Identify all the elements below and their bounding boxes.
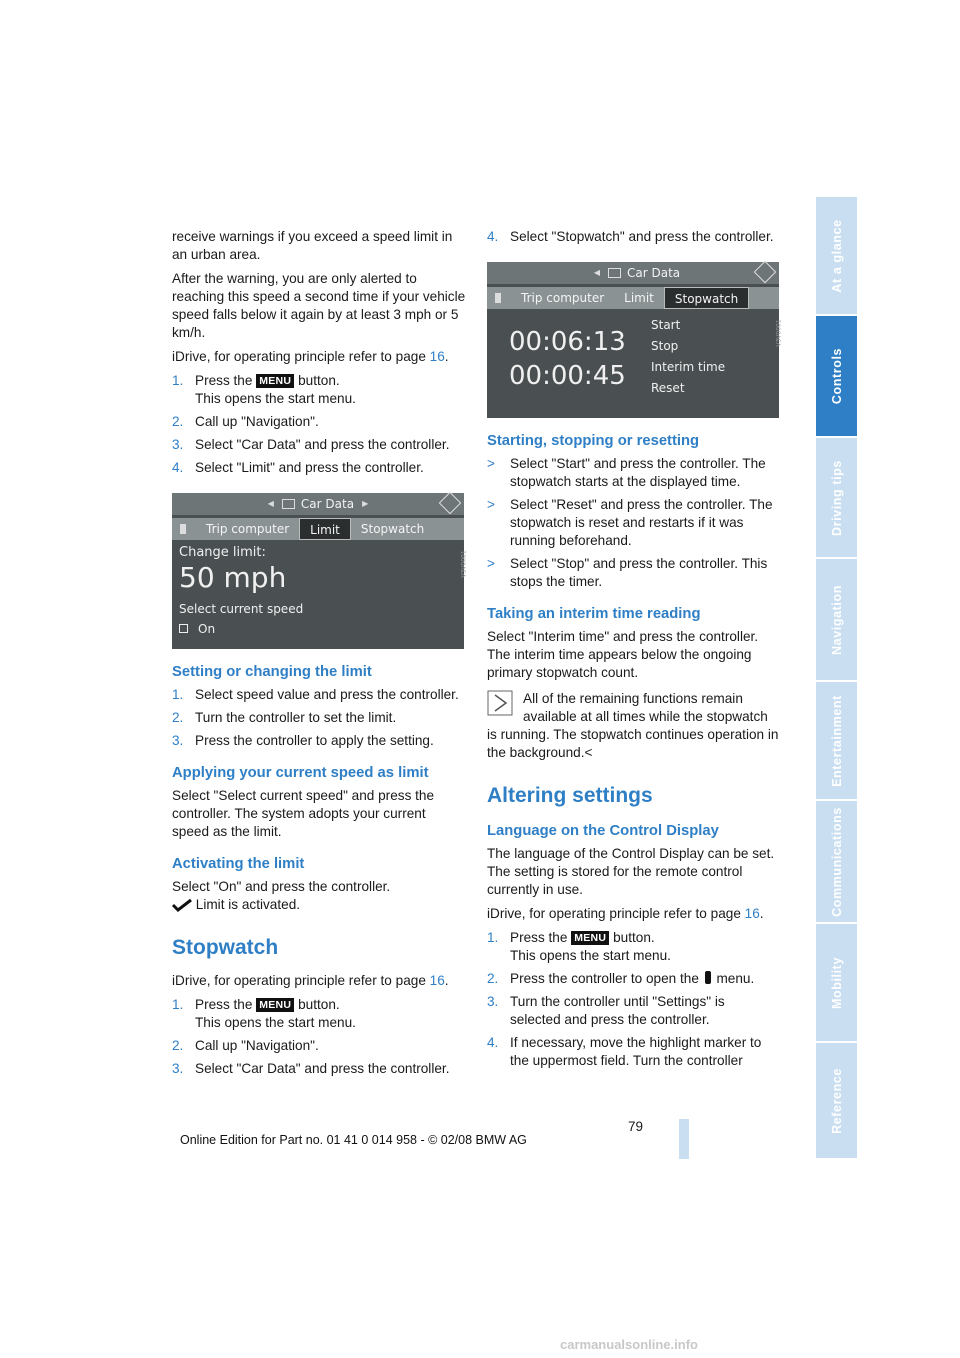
heading-interim-time: Taking an interim time reading <box>487 606 701 622</box>
paragraph: receive warnings if you exceed a speed limit in an urban area. <box>172 229 453 262</box>
controller-icon <box>754 261 777 284</box>
menu-stop: Stop <box>651 339 679 353</box>
page-number: 79 <box>628 1119 644 1134</box>
display-icon <box>608 268 621 278</box>
step-item: 3. Turn the controller until "Settings" is selected and press the controller. <box>487 994 725 1027</box>
arrow-left-icon: ◀ <box>593 268 600 277</box>
step-item: 1. Press the MENU button. This opens the start menu. <box>172 373 356 406</box>
bullet-item: > Select "Start" and press the controller. The stopwatch starts at the displayed time. <box>487 456 766 489</box>
footer-text: Online Edition for Part no. 01 41 0 014 958 - © 02/08 BMW AG <box>180 1133 527 1147</box>
step-item: 1. Press the MENU button. This opens the start menu. <box>487 930 671 963</box>
step-item: 2. Call up "Navigation". <box>172 414 319 429</box>
note: All of the remaining functions remain available at all times while the stopwatch is running. The stopwatch continues operation in the background.< <box>487 691 779 760</box>
back-icon <box>495 293 501 303</box>
step-item: 1. Press the MENU button. This opens the start menu. <box>172 997 356 1030</box>
back-icon <box>180 524 186 534</box>
tab-trip-computer: Trip computer <box>521 291 605 305</box>
sidetab-entertainment[interactable]: Entertainment <box>816 682 857 801</box>
change-limit-label: Change limit: <box>179 545 266 560</box>
heading-activate-limit: Activating the limit <box>172 856 305 872</box>
right-column <box>487 228 783 1075</box>
tab-stopwatch: Stopwatch <box>664 287 749 309</box>
heading-stopwatch: Stopwatch <box>172 936 279 959</box>
sidetab-navigation[interactable]: Navigation <box>816 559 857 682</box>
paragraph: The language of the Control Display can be set. The setting is stored for the remote control currently in use. <box>487 846 775 897</box>
tab-trip-computer: Trip computer <box>206 522 290 536</box>
interim-time: 00:00:45 <box>509 361 626 391</box>
section-tabs <box>816 197 857 1160</box>
arrow-left-icon: ◀ <box>267 499 274 508</box>
check-mark-icon <box>172 899 192 911</box>
paragraph: Select "Interim time" and press the controller. The interim time appears below the ongoing primary stopwatch count. <box>487 629 759 680</box>
step-item: 2. Turn the controller to set the limit. <box>172 710 397 725</box>
sidetab-communications[interactable]: Communications <box>816 801 857 924</box>
idrive-reference: iDrive, for operating principle refer to page 16. <box>487 906 764 921</box>
sidetab-controls[interactable]: Controls <box>816 316 857 438</box>
sidetab-mobility[interactable]: Mobility <box>816 924 857 1043</box>
activated-line: Limit is activated. <box>172 896 466 914</box>
menu-key-icon: MENU <box>571 931 609 945</box>
step-item: 4. Select "Limit" and press the controller. <box>172 460 424 475</box>
step-item: 2. Call up "Navigation". <box>172 1038 319 1053</box>
step-item: 4. If necessary, move the highlight marker to the uppermost field. Turn the controller <box>487 1035 762 1068</box>
bullet-item: > Select "Reset" and press the controller. The stopwatch is reset and restarts if it was running beforehand. <box>487 497 773 548</box>
checkbox-icon <box>179 624 188 633</box>
tab-limit: Limit <box>299 518 351 540</box>
tab-stopwatch: Stopwatch <box>360 522 425 536</box>
controller-icon <box>439 492 462 515</box>
screen-title: Car Data <box>627 266 681 280</box>
menu-reset: Reset <box>651 381 685 395</box>
image-code: V3V0001 <box>460 550 468 579</box>
on-option: On <box>198 622 216 636</box>
info-icon <box>705 971 711 984</box>
step-item: 1. Select speed value and press the controller. <box>172 687 459 702</box>
step-item: 3. Select "Car Data" and press the controller. <box>172 437 450 452</box>
step-item: 4. Select "Stopwatch" and press the controller. <box>487 229 774 244</box>
heading-altering-settings: Altering settings <box>487 784 653 807</box>
stopwatch-screenshot <box>487 262 783 418</box>
bullet-item: > Select "Stop" and press the controller. This stops the timer. <box>487 556 768 589</box>
step-item: 3. Select "Car Data" and press the controller. <box>172 1061 450 1076</box>
page-link[interactable]: 16 <box>744 906 760 921</box>
select-current-speed: Select current speed <box>179 602 304 616</box>
heading-apply-speed: Applying your current speed as limit <box>172 765 429 781</box>
menu-start: Start <box>651 318 681 332</box>
heading-setting-limit: Setting or changing the limit <box>172 664 372 680</box>
paragraph: Select "Select current speed" and press the controller. The system adopts your current speed as the limit. <box>172 788 435 839</box>
limit-value: 50 mph <box>179 561 287 594</box>
page-link[interactable]: 16 <box>429 973 445 988</box>
idrive-reference: iDrive, for operating principle refer to page 16. <box>172 349 449 364</box>
step-item: 2. Press the controller to open the menu. <box>487 971 755 986</box>
sidetab-reference[interactable]: Reference <box>816 1043 857 1160</box>
sidetab-driving-tips[interactable]: Driving tips <box>816 438 857 559</box>
watermark: carmanualsonline.info <box>560 1337 698 1352</box>
paragraph: After the warning, you are only alerted to reaching this speed a second time if your vehicle speed falls below it again by at least 3 mph or 5 km/h. <box>172 271 466 340</box>
idrive-reference: iDrive, for operating principle refer to page 16. <box>172 973 449 988</box>
menu-key-icon: MENU <box>256 998 294 1012</box>
tab-limit: Limit <box>624 291 654 305</box>
primary-time: 00:06:13 <box>509 327 626 357</box>
display-icon <box>282 499 295 509</box>
arrow-right-icon: ▶ <box>362 499 369 508</box>
paragraph: Select "On" and press the controller. <box>172 879 391 894</box>
menu-interim-time: Interim time <box>651 360 726 374</box>
left-column <box>172 228 466 1083</box>
note-icon <box>487 690 513 716</box>
image-code: V3V0001 <box>775 319 783 348</box>
sidetab-at-a-glance[interactable]: At a glance <box>816 197 857 316</box>
page-link[interactable]: 16 <box>429 349 445 364</box>
step-item: 3. Press the controller to apply the setting. <box>172 733 434 748</box>
limit-screenshot <box>172 493 468 649</box>
menu-key-icon: MENU <box>256 374 294 388</box>
heading-language: Language on the Control Display <box>487 823 719 839</box>
screen-title: Car Data <box>300 497 355 511</box>
footer-bar <box>679 1119 689 1159</box>
heading-start-stop-reset: Starting, stopping or resetting <box>487 433 700 449</box>
